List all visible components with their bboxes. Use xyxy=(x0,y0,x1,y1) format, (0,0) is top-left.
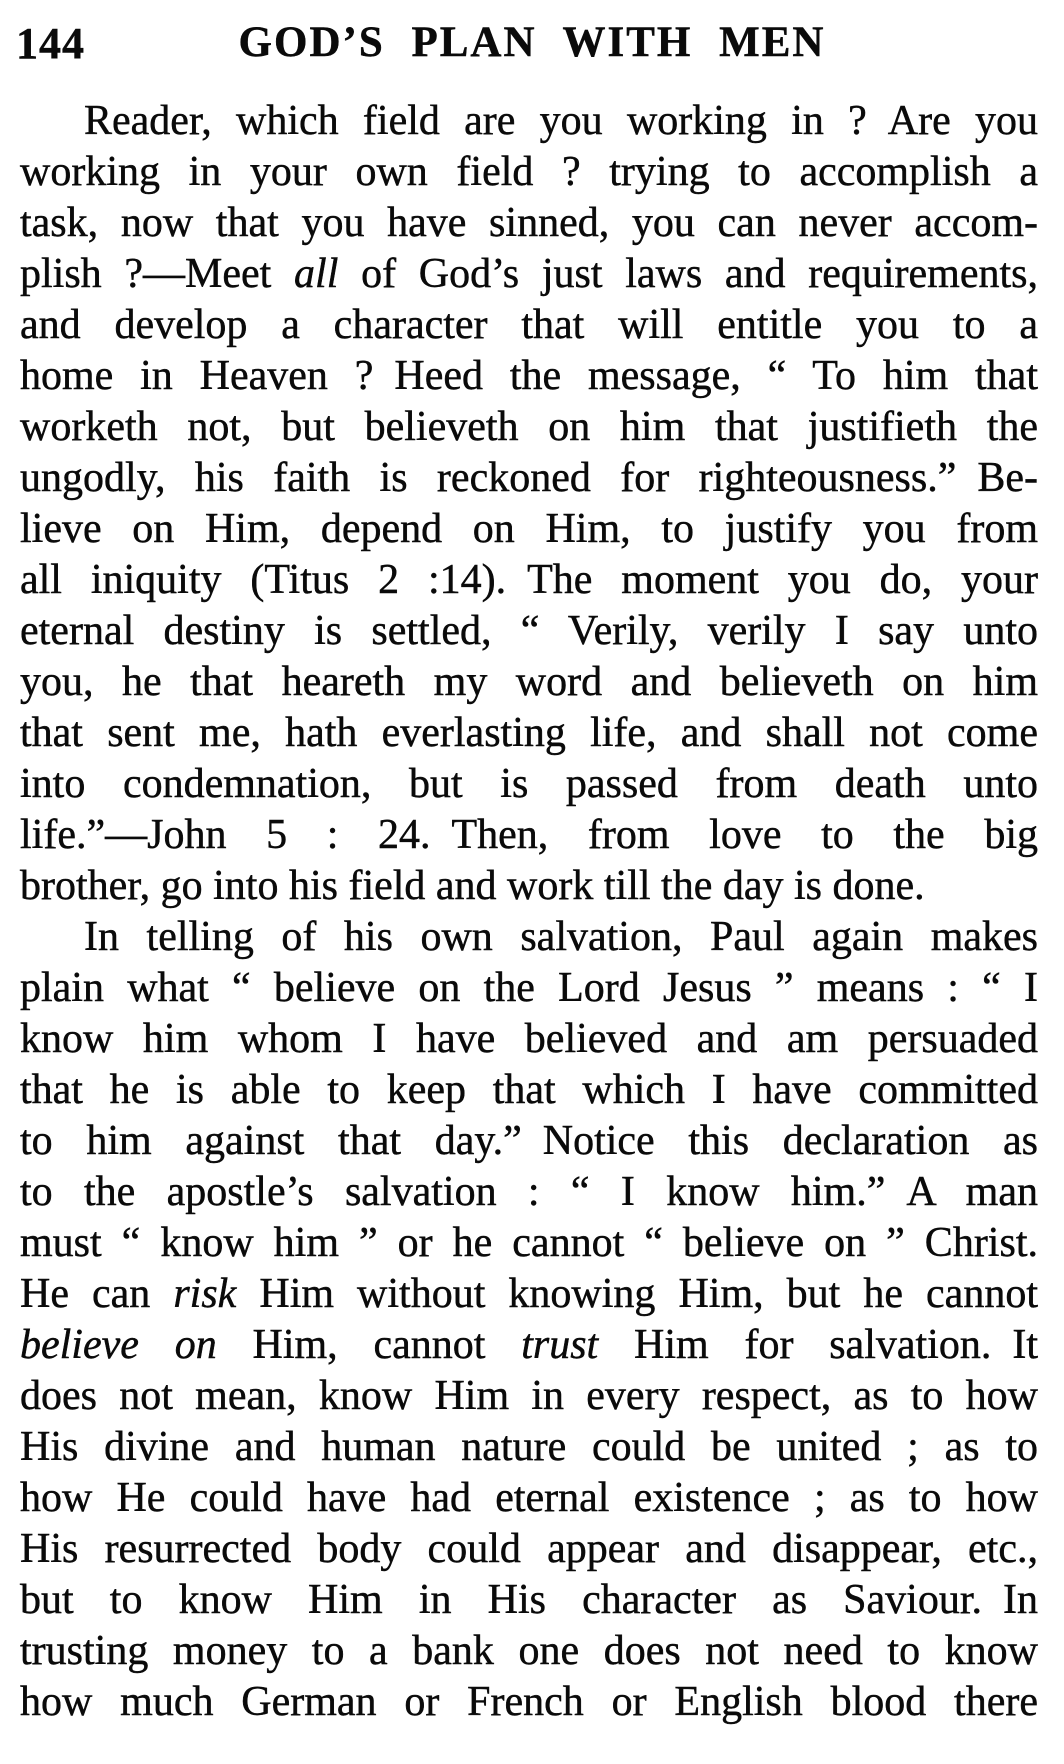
running-title: GOD’S PLAN WITH MEN xyxy=(238,19,826,66)
text-segment: of God’s just laws and requirements, xyxy=(338,251,1038,297)
text-segment: to the apostle’s salvation : “ I know him.” A man xyxy=(20,1169,1038,1215)
text-segment: must “ know him ” or he cannot “ believe on ” Christ. xyxy=(20,1220,1038,1266)
text-segment: that sent me, hath everlasting life, and shall not come xyxy=(20,710,1038,756)
text-line xyxy=(20,1218,1038,1269)
text-line xyxy=(20,708,1038,759)
text-line xyxy=(20,147,1038,198)
text-segment: brother, go into his field and work till the day is done. xyxy=(20,863,925,909)
text-segment: Him for salvation. It xyxy=(598,1322,1039,1368)
page-number: 144 xyxy=(16,19,85,68)
italic-text: trust xyxy=(521,1322,599,1368)
text-line xyxy=(20,453,1038,504)
text-segment: you, he that heareth my word and believeth on him xyxy=(20,659,1038,705)
text-segment: trusting money to a bank one does not need to know xyxy=(20,1628,1038,1674)
text-line xyxy=(20,657,1038,708)
text-line xyxy=(20,1626,1038,1677)
text-segment: how much German or French or English blood there xyxy=(20,1679,1038,1725)
text-segment: to him against that day.” Notice this declaration as xyxy=(20,1118,1038,1164)
text-line xyxy=(20,912,1038,963)
text-segment: all iniquity (Titus 2 :14). The moment you do, your xyxy=(20,557,1038,603)
text-segment: and develop a character that will entitle you to a xyxy=(20,302,1038,348)
text-segment: know him whom I have believed and am persuaded xyxy=(20,1016,1038,1062)
text-segment: Him, cannot xyxy=(216,1322,522,1368)
text-line xyxy=(20,402,1038,453)
text-line xyxy=(20,1320,1038,1371)
text-segment: eternal destiny is settled, “ Verily, verily I say unto xyxy=(20,608,1038,654)
text-line xyxy=(20,1014,1038,1065)
text-segment: Reader, which field are you working in ? Are you xyxy=(84,98,1038,144)
text-segment: task, now that you have sinned, you can never accom- xyxy=(20,200,1038,246)
text-segment: In telling of his own salvation, Paul again makes xyxy=(84,914,1038,960)
text-segment: does not mean, know Him in every respect, as to how xyxy=(20,1373,1038,1419)
text-line xyxy=(20,300,1038,351)
text-line xyxy=(20,810,1038,861)
text-segment: ungodly, his faith is reckoned for righteousness.” Be- xyxy=(20,455,1038,501)
text-line xyxy=(20,1575,1038,1626)
text-line xyxy=(20,1167,1038,1218)
text-segment: working in your own field ? trying to accomplish a xyxy=(20,149,1038,195)
text-line xyxy=(20,963,1038,1014)
text-segment: His divine and human nature could be united ; as to xyxy=(20,1424,1038,1470)
text-segment: worketh not, but believeth on him that justifieth the xyxy=(20,404,1038,450)
text-segment: He can xyxy=(20,1271,174,1317)
text-line xyxy=(20,504,1038,555)
text-segment: that he is able to keep that which I have committed xyxy=(20,1067,1038,1113)
text-line xyxy=(20,555,1038,606)
text-segment: lieve on Him, depend on Him, to justify you from xyxy=(20,506,1038,552)
text-segment: plain what “ believe on the Lord Jesus ” means : “ I xyxy=(20,965,1038,1011)
text-segment: how He could have had eternal existence ; as to how xyxy=(20,1475,1038,1521)
page-text xyxy=(20,96,1038,1728)
text-segment: but to know Him in His character as Saviour. In xyxy=(20,1577,1038,1623)
text-line xyxy=(20,861,1038,912)
paragraph xyxy=(20,912,1038,1728)
text-line xyxy=(20,759,1038,810)
text-line xyxy=(20,1677,1038,1728)
italic-text: all xyxy=(294,251,339,297)
text-segment: home in Heaven ? Heed the message, “ To him that xyxy=(20,353,1038,399)
text-segment: life.”—John 5 : 24. Then, from love to the big xyxy=(20,812,1038,858)
text-segment: plish ?—Meet xyxy=(20,251,295,297)
paragraph xyxy=(20,96,1038,912)
text-line xyxy=(20,1269,1038,1320)
text-line xyxy=(20,249,1038,300)
text-line xyxy=(20,198,1038,249)
text-line xyxy=(20,1473,1038,1524)
italic-text: believe on xyxy=(20,1322,217,1368)
text-line xyxy=(20,606,1038,657)
text-segment: into condemnation, but is passed from death unto xyxy=(20,761,1038,807)
text-line xyxy=(20,351,1038,402)
text-segment: Him without knowing Him, but he cannot xyxy=(236,1271,1038,1317)
italic-text: risk xyxy=(173,1271,237,1317)
text-line xyxy=(20,1065,1038,1116)
text-line xyxy=(20,1422,1038,1473)
text-line xyxy=(20,1524,1038,1575)
text-line xyxy=(20,96,1038,147)
text-segment: His resurrected body could appear and disappear, etc., xyxy=(20,1526,1038,1572)
text-line xyxy=(20,1371,1038,1422)
text-line xyxy=(20,1116,1038,1167)
